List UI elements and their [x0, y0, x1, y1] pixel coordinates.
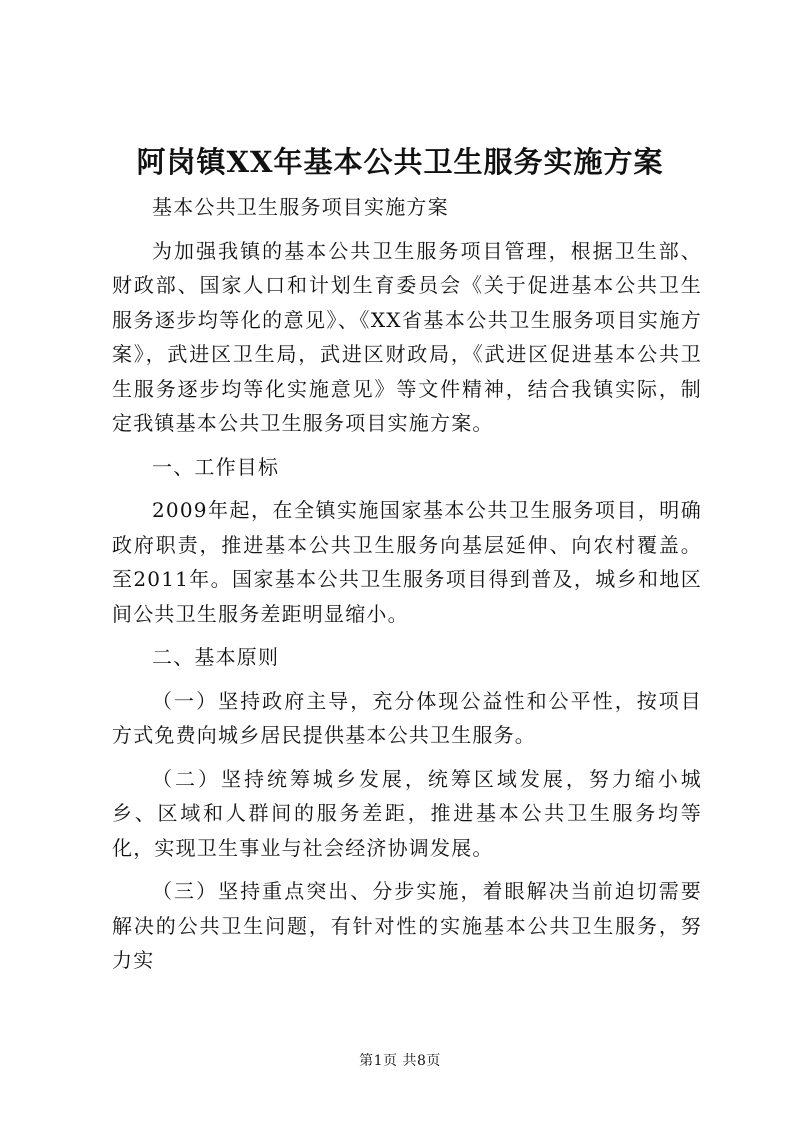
- goals-paragraph: 2009年起，在全镇实施国家基本公共卫生服务项目，明确政府职责，推进基本公共卫生服务向基层延伸、向农村覆盖。至2011年。国家基本公共卫生服务项目得到普及，城乡和地区间公共卫生服务差距明显缩小。: [112, 498, 702, 626]
- principle-2-paragraph: （二）坚持统筹城乡发展，统筹区域发展，努力缩小城乡、区域和人群间的服务差距，推进基本公共卫生服务均等化，实现卫生事业与社会经济协调发展。: [112, 766, 702, 860]
- intro-paragraph: 为加强我镇的基本公共卫生服务项目管理，根据卫生部、财政部、国家人口和计划生育委员会《关于促进基本公共卫生服务逐步均等化的意见》、《XX省基本公共卫生服务项目实施方案》，武进区卫生局，武进区财政局，《武进区促进基本公共卫生服务逐步均等化实施意见》等文件精神，结合我镇实际，制定我镇基本公共卫生服务项目实施方案。: [112, 238, 702, 435]
- page-number-footer: 第1页 共8页: [359, 1053, 441, 1069]
- section-heading-principles: 二、基本原则: [152, 645, 280, 669]
- subtitle-paragraph: 基本公共卫生服务项目实施方案: [152, 195, 449, 219]
- document-body: [112, 190, 702, 987]
- document-title: 阿岗镇XX年基本公共卫生服务实施方案: [136, 145, 664, 179]
- principle-1-paragraph: （一）坚持政府主导，充分体现公益性和公平性，按项目方式免费向城乡居民提供基本公共卫生服务。: [112, 688, 702, 747]
- section-heading-goals: 一、工作目标: [152, 454, 280, 479]
- principle-3-paragraph: （三）坚持重点突出、分步实施，着眼解决当前迫切需要解决的公共卫生问题，有针对性的实施基本公共卫生服务，努力实: [112, 879, 702, 972]
